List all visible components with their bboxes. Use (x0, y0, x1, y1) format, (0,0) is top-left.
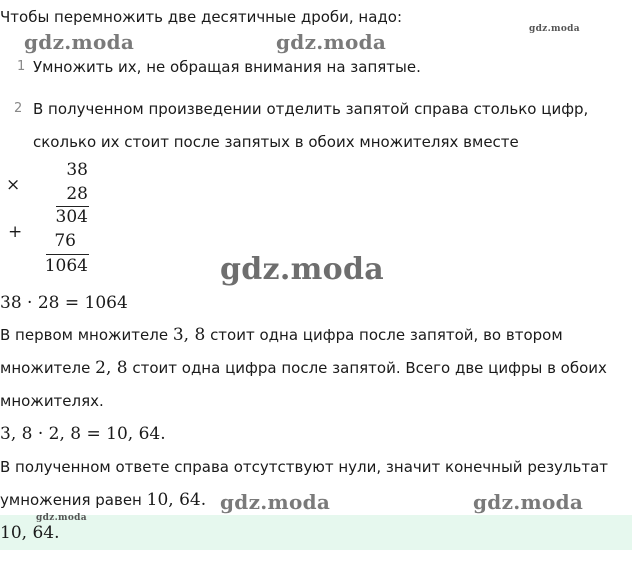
step-text: Умножить их, не обращая внимания на запятые. (33, 58, 421, 76)
final-answer: 10, 64. (0, 523, 60, 543)
conclusion-line-1: В полученном ответе справа отсутствуют нули, значит конечный результат (0, 458, 609, 476)
watermark: gdz.moda (276, 30, 387, 54)
answer-box (0, 515, 632, 550)
partial-product-1: 304 (55, 207, 88, 227)
watermark: gdz.moda (473, 490, 584, 514)
product-result: 1064 (44, 256, 88, 276)
factor-b: 28 (66, 184, 88, 204)
plus-sign: + (8, 222, 23, 242)
equation-integers: 38 · 28 = 1064 (0, 293, 128, 313)
step-text: В полученном произведении отделить запятой справа столько цифр, (33, 100, 589, 118)
times-sign: × (6, 175, 21, 195)
partial-product-2: 76 (54, 231, 76, 251)
watermark: gdz.moda (24, 30, 135, 54)
factor-a: 38 (66, 160, 88, 180)
equation-decimals: 3, 8 · 2, 8 = 10, 64. (0, 424, 166, 444)
step-text-continued: сколько их стоит после запятых в обоих множителях вместе (33, 133, 519, 151)
watermark: gdz.moda (220, 252, 385, 287)
conclusion-line-2: умножения равен 10, 64. (0, 490, 207, 510)
watermark: gdz.moda (220, 490, 331, 514)
watermark: gdz.moda (36, 513, 87, 523)
explanation-line-2: множителе 2, 8 стоит одна цифра после запятой. Всего две цифры в обоих (0, 358, 607, 378)
step-number: 2 (14, 101, 23, 116)
explanation-line-3: множителях. (0, 392, 104, 410)
explanation-line-1: В первом множителе 3, 8 стоит одна цифра после запятой, во втором (0, 325, 563, 345)
step-number: 1 (17, 59, 26, 74)
watermark: gdz.moda (529, 24, 580, 34)
intro-text: Чтобы перемножить две десятичные дроби, надо: (0, 8, 403, 26)
